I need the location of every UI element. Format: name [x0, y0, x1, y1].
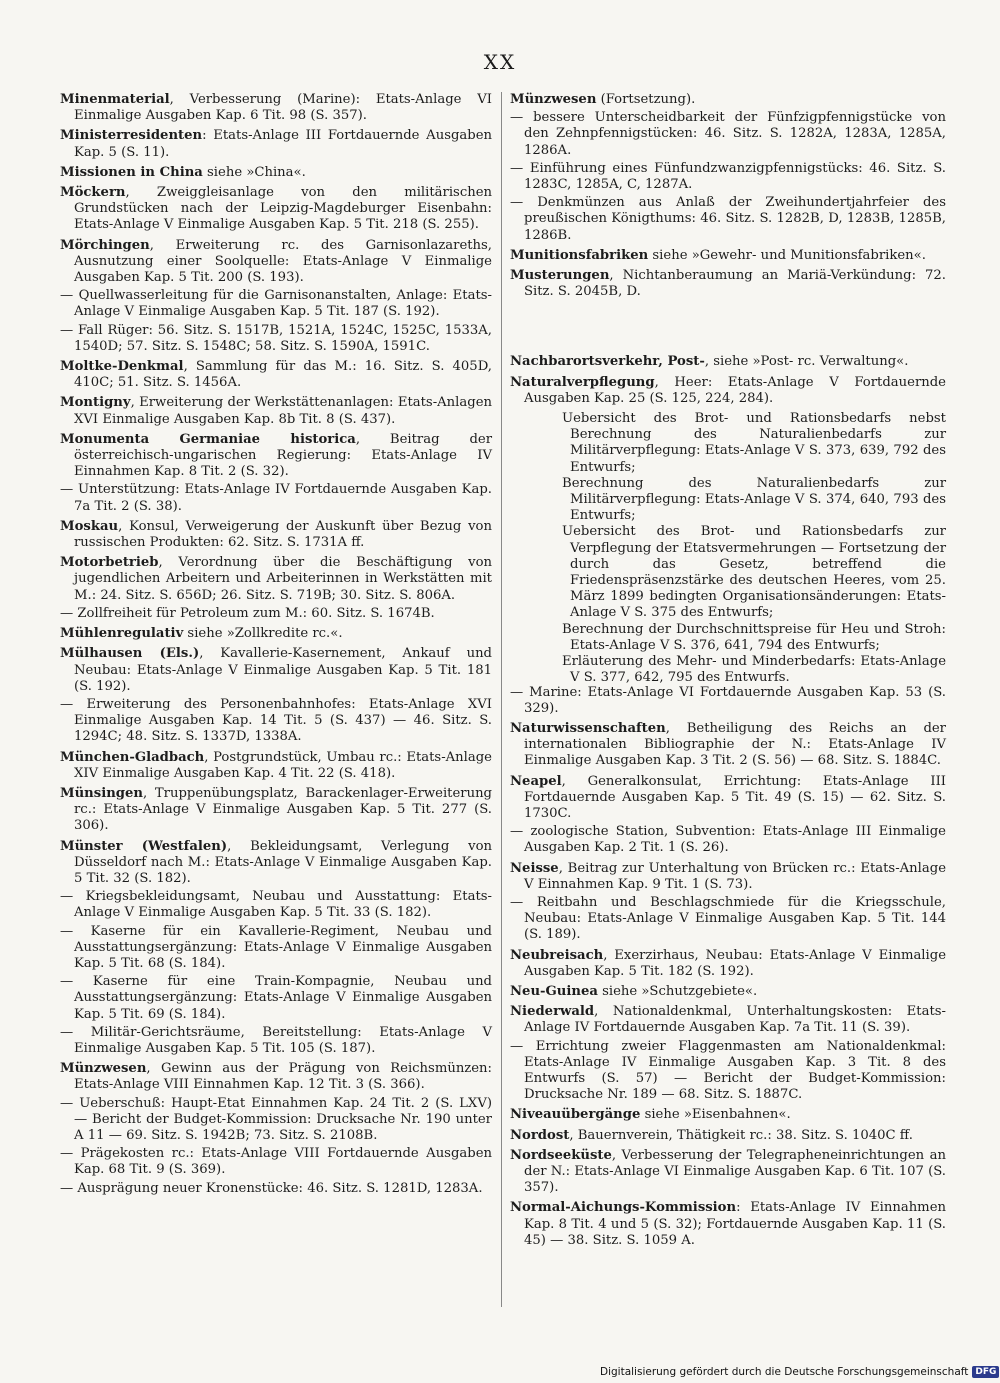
- entry-keyword: Neapel: [510, 773, 562, 789]
- entry-keyword: Münzwesen: [60, 1061, 147, 1077]
- entry-text: , Truppenübungsplatz, Barackenlager-Erweiterung rc.: Etats-Anlage V Einmalige Ausgaben Kap. 5 Tit. 277 (S. 306).: [74, 785, 492, 834]
- entry-text: — Errichtung zweier Flaggenmasten am Nationaldenkmal: Etats-Anlage IV Einmalige Ausgaben Kap. 3 Tit. 8 des Entwurfs (S. 57) — Bericht der Budget-Kommission: Drucksache Nr. 189 — 68. Sitz. S. 1887C.: [510, 1038, 946, 1103]
- entry-text: — Kaserne für ein Kavallerie-Regiment, Neubau und Ausstattungsergänzung: Etats-Anlage V Einmalige Ausgaben Kap. 5 Tit. 68 (S. 184).: [60, 923, 492, 971]
- entry-keyword: Naturalverpflegung: [510, 374, 655, 390]
- index-column-left: [60, 92, 492, 1201]
- entry-keyword: Münsingen: [60, 785, 143, 801]
- entry-text: , Sammlung für das M.: 16. Sitz. S. 405D, 410C; 51. Sitz. S. 1456A.: [74, 359, 492, 391]
- entry-text: , Gewinn aus der Prägung von Reichsmünzen: Etats-Anlage VIII Einnahmen Kap. 12 Tit. 3 (S. 366).: [74, 1061, 492, 1093]
- entry-text: , Betheiligung des Reichs an der internationalen Bibliographie der N.: Etats-Anlage IV Einmalige Ausgaben Kap. 3 Tit. 2 (S. 56) — 68. Sitz. S. 1884C.: [524, 720, 946, 769]
- entry-keyword: Neubreisach: [510, 947, 604, 963]
- entry-text: , Kavallerie-Kasernement, Ankauf und Neubau: Etats-Anlage V Einmalige Ausgaben Kap. 5 Tit. 181 (S. 192).: [74, 646, 493, 694]
- index-entry: [60, 786, 492, 835]
- index-entry: [510, 1200, 946, 1249]
- entry-text: , siehe »Post- rc. Verwaltung«.: [704, 354, 909, 370]
- entry-keyword: Möckern: [60, 185, 126, 201]
- entry-text: siehe »Schutzgebiete«.: [597, 983, 758, 999]
- entry-text: , Erweiterung der Werkstättenanlagen: Etats-Anlagen XVI Einmalige Ausgaben Kap. 8b Tit. 8 (S. 437).: [74, 395, 492, 427]
- entry-keyword: Niederwald: [510, 1004, 595, 1020]
- entry-keyword: Münzwesen: [510, 92, 597, 107]
- entry-keyword: Mühlenregulativ: [60, 626, 184, 642]
- index-entry: [510, 411, 946, 476]
- entry-text: siehe »Gewehr- und Munitionsfabriken«.: [648, 247, 926, 263]
- index-entry: [510, 895, 946, 944]
- entry-text: , Beitrag zur Unterhaltung von Brücken rc.: Etats-Anlage V Einnahmen Kap. 9 Tit. 1 (S. 73).: [524, 860, 946, 892]
- entry-keyword: Montigny: [60, 395, 131, 411]
- index-entry: [510, 861, 946, 893]
- entry-text: — Quellwasserleitung für die Garnisonanstalten, Anlage: Etats-Anlage V Einmalige Ausgaben Kap. 5 Tit. 187 (S. 192).: [60, 288, 492, 320]
- entry-text: siehe »Zollkredite rc.«.: [183, 626, 343, 642]
- index-entry: [510, 92, 946, 108]
- index-entry: [510, 268, 946, 300]
- entry-keyword: Normal-Aichungs-Kommission: [510, 1200, 737, 1216]
- section-gap: [510, 304, 946, 354]
- entry-text: , Bauernverein, Thätigkeit rc.: 38. Sitz. S. 1040C ff.: [569, 1127, 913, 1143]
- index-entry: [510, 948, 946, 980]
- entry-keyword: München-Gladbach: [60, 749, 205, 765]
- index-column-right: [510, 92, 946, 1253]
- index-entry: [510, 1039, 946, 1104]
- entry-text: , Verbesserung der Telegrapheneinrichtungen an der N.: Etats-Anlage VI Einmalige Ausgaben Kap. 6 Tit. 107 (S. 357).: [524, 1147, 946, 1196]
- entry-keyword: Mörchingen: [60, 237, 150, 253]
- entry-keyword: Neisse: [510, 860, 559, 876]
- index-entry: [60, 128, 492, 160]
- entry-text: Berechnung der Durchschnittspreise für Heu und Stroh: Etats-Anlage V S. 376, 641, 794 des Entwurfs;: [562, 621, 946, 653]
- index-entry: [510, 984, 946, 1000]
- index-entry: [60, 519, 492, 551]
- entry-keyword: Nordost: [510, 1127, 570, 1143]
- entry-text: — Denkmünzen aus Anlaß der Zweihundertjahrfeier des preußischen Königthums: 46. Sitz. S. 1282B, D, 1283B, 1285B, 1286B.: [510, 195, 946, 243]
- entry-text: — Prägekosten rc.: Etats-Anlage VIII Fortdauernde Ausgaben Kap. 68 Tit. 9 (S. 369).: [60, 1146, 492, 1178]
- entry-keyword: Niveauübergänge: [510, 1107, 641, 1123]
- index-entry: [60, 974, 492, 1023]
- index-entry: [60, 839, 492, 888]
- entry-text: — Kaserne für eine Train-Kompagnie, Neubau und Ausstattungsergänzung: Etats-Anlage V Einmalige Ausgaben Kap. 5 Tit. 69 (S. 184).: [60, 974, 492, 1022]
- entry-text: Uebersicht des Brot- und Rationsbedarfs nebst Berechnung des Naturalienbedarfs zur Militärverpflegung: Etats-Anlage V S. 373, 639, 792 des Entwurfs;: [562, 411, 946, 475]
- index-entry: [510, 195, 946, 244]
- entry-text: — Unterstützung: Etats-Anlage IV Fortdauernde Ausgaben Kap. 7a Tit. 2 (S. 38).: [60, 482, 492, 514]
- index-entry: [510, 354, 946, 370]
- index-entry: [510, 721, 946, 770]
- entry-keyword: Ministerresidenten: [60, 128, 203, 144]
- index-entry: [60, 1061, 492, 1093]
- entry-text: siehe »Eisenbahnen«.: [640, 1107, 791, 1123]
- index-entry: [510, 110, 946, 159]
- index-entry: [510, 1107, 946, 1123]
- entry-text: — Ausprägung neuer Kronenstücke: 46. Sitz. S. 1281D, 1283A.: [60, 1180, 483, 1196]
- index-entry: [60, 1146, 492, 1178]
- index-entry: [60, 288, 492, 320]
- entry-keyword: Nordseeküste: [510, 1147, 612, 1163]
- page-number: XX: [483, 50, 517, 74]
- index-entry: [60, 697, 492, 746]
- footer: [600, 1366, 1000, 1378]
- entry-text: Berechnung des Naturalienbedarfs zur Militärverpflegung: Etats-Anlage V S. 374, 640, 793 des Entwurfs;: [562, 475, 946, 524]
- index-entry: [510, 1128, 946, 1144]
- entry-keyword: Minenmaterial: [60, 92, 170, 107]
- index-entry: [60, 395, 492, 427]
- dfg-logo: DFG: [972, 1366, 999, 1378]
- entry-text: , Verordnung über die Beschäftigung von jugendlichen Arbeitern und Arbeiterinnen in Werkstätten mit M.: 24. Sitz. S. 656D; 26. Sitz. S. 719B; 30. Sitz. S. 806A.: [74, 555, 492, 603]
- index-entry: [60, 924, 492, 973]
- entry-text: — Kriegsbekleidungsamt, Neubau und Ausstattung: Etats-Anlage V Einmalige Ausgaben Kap. 5 Tit. 33 (S. 182).: [60, 889, 492, 921]
- entry-keyword: Nachbarortsverkehr, Post-: [510, 354, 705, 370]
- entry-keyword: Moskau: [60, 518, 119, 534]
- entry-text: , Exerzirhaus, Neubau: Etats-Anlage V Einmalige Ausgaben Kap. 5 Tit. 182 (S. 192).: [524, 947, 946, 979]
- entry-text: — zoologische Station, Subvention: Etats-Anlage III Einmalige Ausgaben Kap. 2 Tit. 1 (S. 26).: [510, 824, 946, 856]
- entry-keyword: Munitionsfabriken: [510, 247, 649, 263]
- index-entry: [60, 1025, 492, 1057]
- index-section-n: [510, 354, 946, 1249]
- entry-text: , Postgrundstück, Umbau rc.: Etats-Anlage XIV Einmalige Ausgaben Kap. 4 Tit. 22 (S. 418).: [74, 749, 492, 781]
- entry-text: , Verbesserung (Marine): Etats-Anlage VI Einmalige Ausgaben Kap. 6 Tit. 98 (S. 357).: [74, 92, 492, 124]
- entry-text: — Fall Rüger: 56. Sitz. S. 1517B, 1521A, 1524C, 1525C, 1533A, 1540D; 57. Sitz. S. 1548C; 58. Sitz. S. 1590A, 1591C.: [60, 322, 492, 354]
- index-entry: [510, 685, 946, 717]
- entry-text: , Konsul, Verweigerung der Auskunft über Bezug von russischen Produkten: 62. Sitz. S. 1731A ff.: [74, 518, 492, 551]
- index-entry: [60, 323, 492, 355]
- entry-keyword: Mülhausen (Els.): [60, 646, 200, 662]
- entry-text: — Marine: Etats-Anlage VI Fortdauernde Ausgaben Kap. 53 (S. 329).: [510, 684, 946, 716]
- index-entry: [510, 1004, 946, 1036]
- index-entry: [60, 889, 492, 921]
- index-entry: [510, 654, 946, 686]
- entry-text: Erläuterung des Mehr- und Minderbedarfs: Etats-Anlage V S. 377, 642, 795 des Entwurfs.: [562, 654, 946, 686]
- index-section-m: [510, 92, 946, 300]
- index-entry: [60, 185, 492, 234]
- index-entry: [510, 248, 946, 264]
- index-entry: [60, 482, 492, 514]
- entry-text: — Militär-Gerichtsräume, Bereitstellung: Etats-Anlage V Einmalige Ausgaben Kap. 5 Tit. 105 (S. 187).: [60, 1024, 492, 1056]
- entry-text: — Zollfreiheit für Petroleum zum M.: 60. Sitz. S. 1674B.: [60, 605, 435, 621]
- index-entry: [510, 476, 946, 525]
- index-entry: [60, 165, 492, 181]
- column-divider: [501, 92, 502, 1307]
- index-entry: [60, 646, 492, 695]
- entry-keyword: Musterungen: [510, 268, 610, 284]
- index-entry: [510, 824, 946, 856]
- entry-text: , Heer: Etats-Anlage V Fortdauernde Ausgaben Kap. 25 (S. 125, 224, 284).: [524, 374, 946, 406]
- index-entry: [60, 359, 492, 391]
- entry-text: , Nichtanberaumung an Mariä-Verkündung: 72. Sitz. S. 2045B, D.: [524, 268, 946, 300]
- entry-text: Uebersicht des Brot- und Rationsbedarfs zur Verpflegung der Etatsvermehrungen — Fortsetzung der durch das Gesetz, betreffend die Friedenspräsenzstärke des deutschen Heeres, vom 25. März 1899 bedingten Organisationsänderungen: Etats-Anlage V S. 375 des Entwurfs;: [562, 524, 946, 621]
- entry-text: , Nationaldenkmal, Unterhaltungskosten: Etats-Anlage IV Fortdauernde Ausgaben Kap. 7a Tit. 11 (S. 39).: [524, 1004, 946, 1036]
- entry-keyword: Moltke-Denkmal: [60, 359, 184, 375]
- entry-keyword: Monumenta Germaniae historica: [60, 431, 356, 447]
- index-entry: [60, 432, 492, 481]
- entry-keyword: Münster (Westfalen): [60, 838, 228, 854]
- footer-credit: Digitalisierung gefördert durch die Deutsche Forschungsgemeinschaft: [600, 1366, 969, 1378]
- entry-text: : Etats-Anlage IV Einnahmen Kap. 8 Tit. 4 und 5 (S. 32); Fortdauernde Ausgaben Kap. 11 (S. 45) — 38. Sitz. S. 1059 A.: [524, 1200, 946, 1248]
- entry-text: , Zweiggleisanlage von den militärischen Grundstücken nach der Leipzig-Magdeburger Eisenbahn: Etats-Anlage V Einmalige Ausgaben Kap. 5 Tit. 218 (S. 255).: [74, 185, 492, 233]
- entry-text: , Beitrag der österreichisch-ungarischen Regierung: Etats-Anlage IV Einnahmen Kap. 8 Tit. 2 (S. 32).: [74, 431, 492, 480]
- index-entry: [60, 1096, 492, 1145]
- index-entry: [60, 1181, 492, 1197]
- entry-text: — Erweiterung des Personenbahnhofes: Etats-Anlage XVI Einmalige Ausgaben Kap. 14 Tit. 5 (S. 437) — 46. Sitz. S. 1294C; 48. Sitz. S. 1337D, 1338A.: [60, 696, 492, 745]
- index-entry: [510, 774, 946, 823]
- entry-text: — Einführung eines Fünfundzwanzigpfennigstücks: 46. Sitz. S. 1283C, 1285A, C, 1287A.: [510, 160, 946, 193]
- entry-text: : Etats-Anlage III Fortdauernde Ausgaben Kap. 5 (S. 11).: [74, 128, 492, 160]
- entry-keyword: Naturwissenschaften: [510, 720, 666, 736]
- index-entry: [510, 161, 946, 193]
- index-entry: [60, 750, 492, 782]
- index-entry: [60, 238, 492, 287]
- index-entry: [510, 1148, 946, 1197]
- entry-keyword: Motorbetrieb: [60, 555, 159, 571]
- index-entry: [60, 626, 492, 642]
- index-entry: [60, 92, 492, 124]
- index-entry: [510, 524, 946, 621]
- index-entry: [60, 606, 492, 622]
- entry-text: , Bekleidungsamt, Verlegung von Düsseldorf nach M.: Etats-Anlage V Einmalige Ausgaben Kap. 5 Tit. 32 (S. 182).: [74, 838, 493, 886]
- index-entry: [510, 622, 946, 654]
- entry-text: , Generalkonsulat, Errichtung: Etats-Anlage III Fortdauernde Ausgaben Kap. 5 Tit. 49 (S. 15) — 62. Sitz. S. 1730C.: [524, 773, 946, 821]
- entry-text: (Fortsetzung).: [596, 92, 696, 107]
- index-entry: [510, 375, 946, 407]
- entry-text: — Reitbahn und Beschlagschmiede für die Kriegsschule, Neubau: Etats-Anlage V Einmalige Ausgaben Kap. 5 Tit. 144 (S. 189).: [510, 894, 946, 943]
- entry-keyword: Missionen in China: [60, 164, 203, 180]
- index-entry: [60, 555, 492, 604]
- entry-text: — Ueberschuß: Haupt-Etat Einnahmen Kap. 24 Tit. 2 (S. LXV) — Bericht der Budget-Kommission: Drucksache Nr. 190 unter A 11 — 69. Sitz. S. 1942B; 73. Sitz. S. 2108B.: [60, 1095, 492, 1143]
- entry-text: , Erweiterung rc. des Garnisonlazareths, Ausnutzung einer Soolquelle: Etats-Anlage V Einmalige Ausgaben Kap. 5 Tit. 200 (S. 193).: [74, 237, 492, 286]
- entry-text: — bessere Unterscheidbarkeit der Fünfzigpfennigstücke von den Zehnpfennigstücken: 46. Sitz. S. 1282A, 1283A, 1285A, 1286A.: [510, 110, 946, 158]
- entry-text: siehe »China«.: [202, 164, 306, 180]
- entry-keyword: Neu-Guinea: [510, 983, 598, 999]
